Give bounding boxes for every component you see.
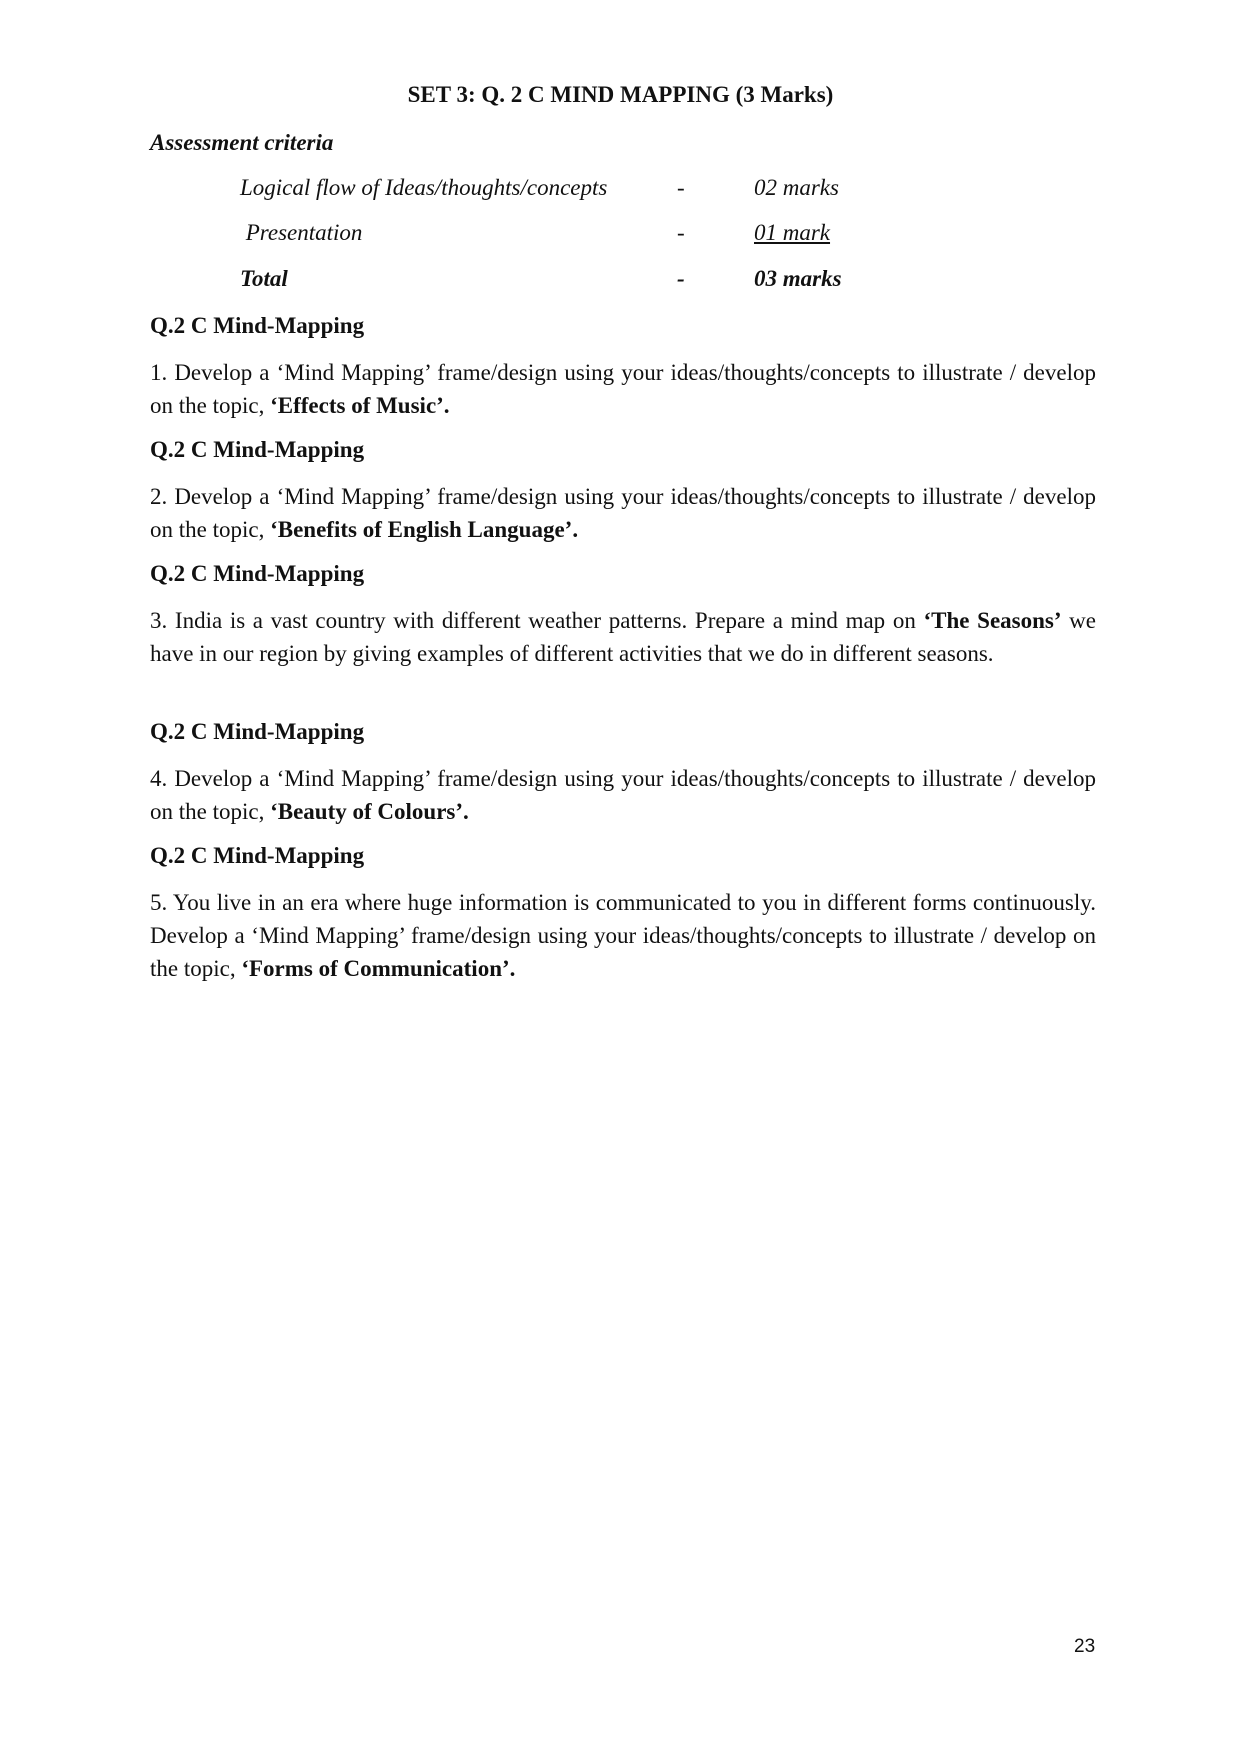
question-body: 5. You live in an era where huge information is communicated to you in different forms continuously. Develop a ‘Mind Mapping’ frame/design using your ideas/thoughts/concepts to illustrate / develop on the topic, [150,890,1096,981]
question-heading: Q.2 C Mind-Mapping [150,719,365,744]
question-heading: Q.2 C Mind-Mapping [150,313,365,338]
question-text [150,762,1096,828]
assessment-criteria-heading: Assessment criteria [150,130,334,155]
criterion-marks: 02 marks [754,175,839,200]
question-heading: Q.2 C Mind-Mapping [150,437,365,462]
question-topic: ‘Effects of Music’. [270,393,450,418]
criteria-row [0,175,1241,205]
criteria-row [0,220,1241,250]
question-body: 2. Develop a ‘Mind Mapping’ frame/design using your ideas/thoughts/concepts to illustrate / develop on the topic, [150,484,1096,542]
question-topic: ‘Beauty of Colours’. [270,799,469,824]
question-text [150,604,1096,670]
page-title: SET 3: Q. 2 C MIND MAPPING (3 Marks) [407,82,834,107]
question-text [150,886,1096,985]
criteria-total-row [0,266,1241,296]
page-number: 23 [1074,1636,1096,1657]
question-topic: ‘The Seasons’ [923,608,1062,633]
question-text [150,480,1096,546]
question-heading: Q.2 C Mind-Mapping [150,561,365,586]
question-heading: Q.2 C Mind-Mapping [150,843,365,868]
question-text [150,356,1096,422]
question-body: 3. India is a vast country with different weather patterns. Prepare a mind map on [150,608,924,633]
question-topic: ‘Benefits of English Language’. [270,517,579,542]
criterion-dash: - [677,175,685,200]
question-body: 1. Develop a ‘Mind Mapping’ frame/design using your ideas/thoughts/concepts to illustrate / develop on the topic, [150,360,1096,418]
total-dash: - [677,266,685,291]
total-marks: 03 marks [754,266,842,291]
criterion-dash: - [677,220,685,245]
question-body: 4. Develop a ‘Mind Mapping’ frame/design using your ideas/thoughts/concepts to illustrate / develop on the topic, [150,766,1096,824]
criterion-label: Presentation [240,220,363,245]
criterion-marks: 01 mark [754,220,831,245]
criterion-label: Logical flow of Ideas/thoughts/concepts [240,175,608,200]
question-body-after: we have in our region by giving examples of different activities that we do in different seasons. [150,608,1096,666]
question-topic: ‘Forms of Communication’. [241,956,516,981]
total-label: Total [240,266,288,291]
